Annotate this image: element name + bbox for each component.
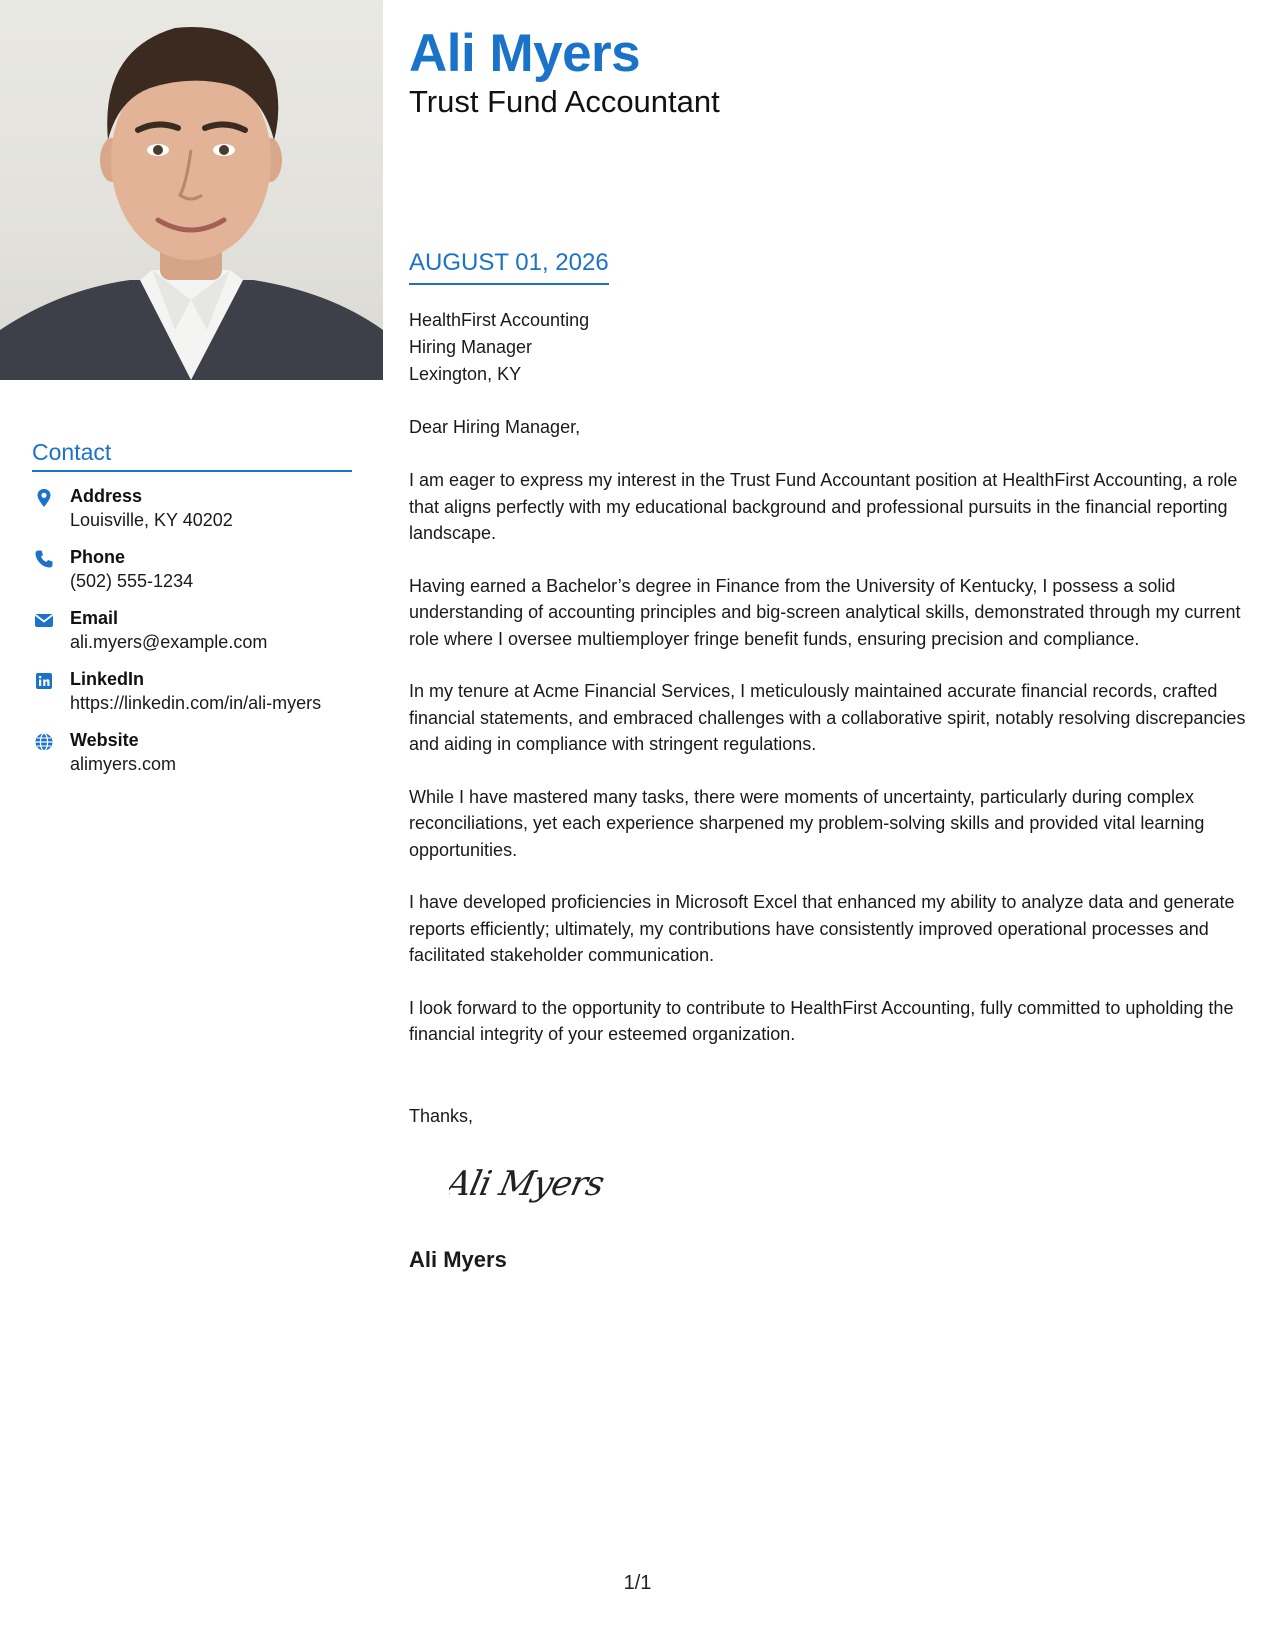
paragraph: Having earned a Bachelor’s degree in Finance from the University of Kentucky, I possess a solid understanding of accounting principles and big-screen analytical skills, demonstrated through my current role where I oversee multiemployer fringe benefit funds, ensuring precision and compliance. — [409, 575, 1241, 649]
contact-label: Email — [70, 608, 119, 628]
website-link[interactable]: alimyers.com — [70, 754, 177, 774]
contact-label: Address — [70, 486, 143, 506]
paragraph: While I have mastered many tasks, there were moments of uncertainty, particularly during complex reconciliations, yet each experience sharpened my problem-solving skills and provided vital learning opportunities. — [409, 786, 1205, 860]
letter-paragraphs — [409, 467, 1249, 1074]
recipient-block — [409, 307, 589, 388]
recipient-title: Hiring Manager — [409, 337, 533, 357]
contact-email — [32, 606, 352, 654]
contact-website — [32, 728, 352, 776]
contact-label: Phone — [70, 547, 126, 567]
closing: Thanks, — [409, 1106, 474, 1126]
phone-icon — [34, 549, 54, 569]
paragraph: I am eager to express my interest in the Trust Fund Accountant position at HealthFirst Accounting, a role that aligns perfectly with my educational background and professional pursuits in the financial reporting landscape. — [409, 470, 1238, 543]
contact-value: (502) 555-1234 — [70, 571, 194, 591]
recipient-company: HealthFirst Accounting — [409, 310, 590, 330]
globe-icon — [34, 732, 54, 752]
job-title: Trust Fund Accountant — [409, 84, 720, 119]
contact-label: LinkedIn — [70, 669, 145, 689]
applicant-name: Ali Myers — [409, 24, 641, 83]
profile-photo — [0, 0, 383, 380]
paragraph: I have developed proficiencies in Microsoft Excel that enhanced my ability to analyze data and generate reports efficiently; ultimately, my contributions have consistently improved operational processes and facilitated stakeholder communication. — [409, 892, 1235, 965]
page-number: 1/1 — [623, 1572, 652, 1594]
contact-address — [32, 484, 352, 532]
paragraph: I look forward to the opportunity to contribute to HealthFirst Accounting, fully committed to upholding the financial integrity of your esteemed organization. — [409, 997, 1234, 1044]
signature-glyphs: Ali Myers — [449, 1164, 607, 1204]
envelope-icon — [34, 610, 54, 630]
linkedin-link[interactable]: https://linkedin.com/in/ali-myers — [70, 693, 322, 713]
salutation: Dear Hiring Manager, — [409, 417, 581, 437]
handwritten-signature — [449, 1155, 639, 1220]
map-pin-icon — [34, 488, 54, 508]
linkedin-icon — [34, 671, 54, 691]
contact-label: Website — [70, 730, 139, 750]
contact-phone — [32, 545, 352, 593]
contact-value: Louisville, KY 40202 — [70, 510, 233, 530]
letter-date: AUGUST 01, 2026 — [409, 248, 609, 285]
contact-value: ali.myers@example.com — [70, 632, 268, 652]
contact-section — [32, 437, 352, 789]
recipient-location: Lexington, KY — [409, 364, 522, 384]
contact-linkedin — [32, 667, 352, 715]
contact-heading: Contact — [32, 437, 352, 472]
paragraph: In my tenure at Acme Financial Services, I meticulously maintained accurate financial records, crafted financial statements, and embraced challenges with a collaborative spirit, notably resolving discrepancies and aiding in compliance with stringent regulations. — [409, 681, 1246, 754]
signer-name: Ali Myers — [409, 1247, 507, 1272]
